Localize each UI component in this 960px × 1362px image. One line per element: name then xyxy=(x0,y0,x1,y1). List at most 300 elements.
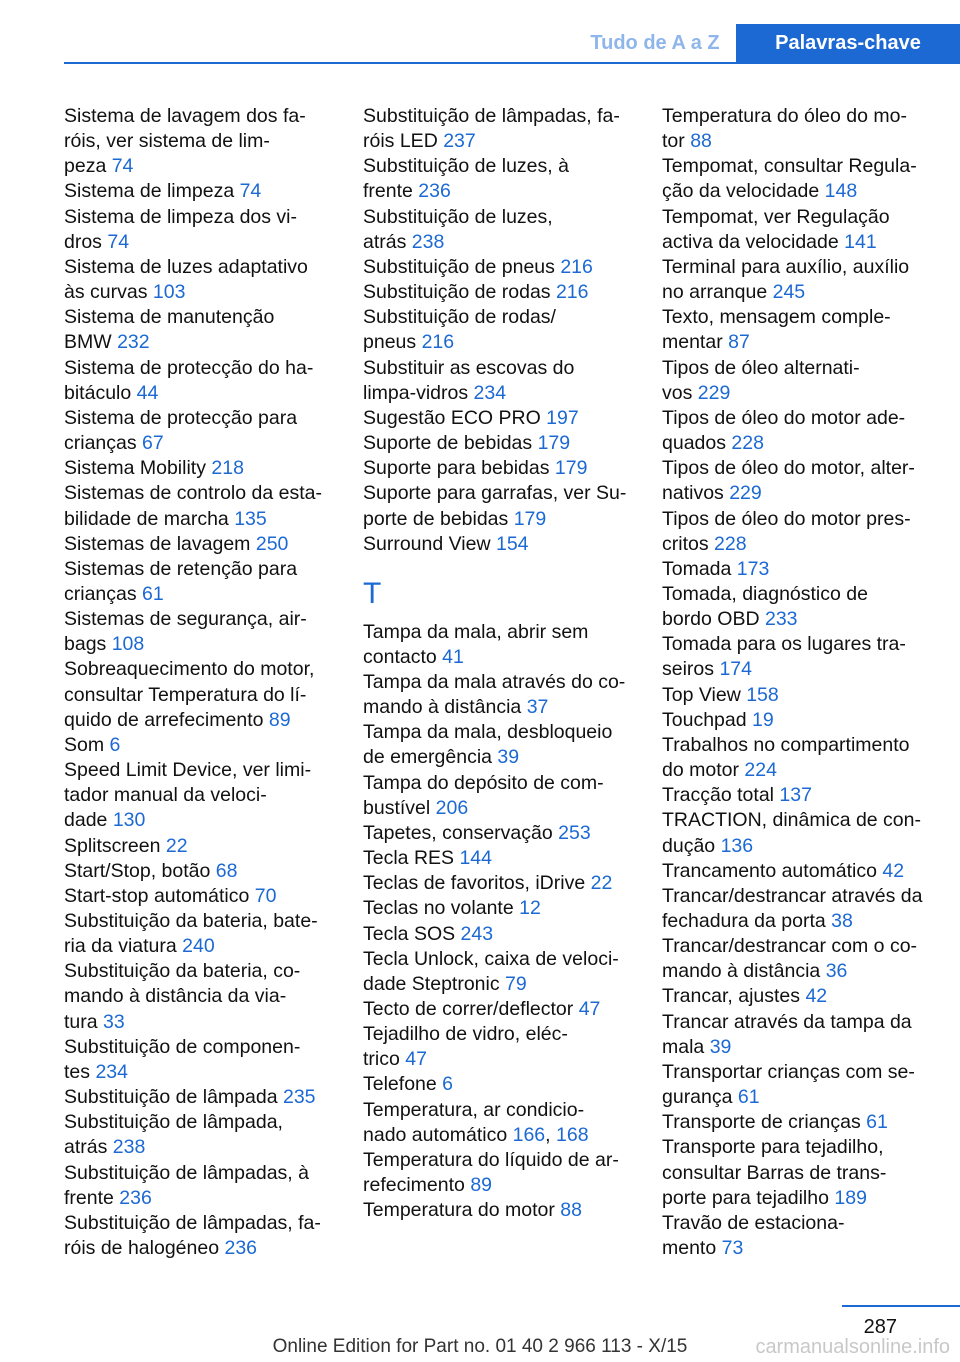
entry-line: Substituição de lâmpadas, fa- xyxy=(363,105,620,127)
index-entry-text xyxy=(64,305,336,330)
entry-line: Tipos de óleo do motor, alter- xyxy=(662,457,915,480)
page-link[interactable]: 74 xyxy=(107,230,130,253)
page-link[interactable]: 189 xyxy=(834,1186,867,1209)
entry-line: atrás xyxy=(64,1136,113,1159)
entry-line: Transporte para tejadilho, xyxy=(662,1136,884,1159)
index-entry-text xyxy=(363,1148,635,1173)
index-entry xyxy=(64,909,336,959)
page-link[interactable]: 42 xyxy=(882,859,905,882)
tab-palavras-chave[interactable]: Palavras-chave xyxy=(736,24,960,64)
index-entry xyxy=(662,859,934,884)
index-entry xyxy=(363,1098,635,1148)
entry-line: Substituição de lâmpada xyxy=(64,1086,283,1109)
entry-line: Sistema de protecção para xyxy=(64,406,298,429)
index-column-3 xyxy=(662,104,934,1261)
index-entry-text xyxy=(64,481,336,506)
page-number: 287 xyxy=(863,1316,897,1338)
entry-line: Sistemas de controlo da esta- xyxy=(64,482,322,505)
page-link[interactable]: 174 xyxy=(719,658,752,681)
entry-line: Substituição de lâmpada, xyxy=(64,1111,283,1134)
index-entry-text xyxy=(662,859,934,884)
page-link[interactable]: 70 xyxy=(254,884,277,907)
index-entry-text xyxy=(662,909,934,934)
page-link[interactable]: 240 xyxy=(182,935,215,958)
entry-line: Temperatura do motor xyxy=(363,1199,561,1222)
index-entry-text xyxy=(662,1035,934,1060)
index-entry xyxy=(662,154,934,204)
page-link[interactable]: 136 xyxy=(720,834,754,857)
page-link[interactable]: 173 xyxy=(736,557,770,580)
entry-line: Sobreaquecimento do motor, xyxy=(64,658,315,681)
index-entry xyxy=(662,205,934,255)
entry-line: consultar Barras de trans- xyxy=(662,1161,887,1184)
page-link[interactable]: 237 xyxy=(443,130,476,153)
index-entry xyxy=(64,557,336,607)
index-entry-text xyxy=(662,934,934,959)
page-link[interactable]: 154 xyxy=(495,532,529,555)
entry-line: Tecla RES xyxy=(363,847,460,870)
page-link[interactable]: 229 xyxy=(729,482,762,505)
entry-line: Touchpad xyxy=(662,708,752,731)
index-entry-text xyxy=(662,1211,934,1236)
index-entry-text xyxy=(363,972,635,997)
index-entry-text xyxy=(363,205,635,230)
page-link[interactable]: 37 xyxy=(526,696,549,719)
entry-line: dade Steptronic xyxy=(363,972,506,995)
index-entry-text xyxy=(363,330,635,355)
page-link[interactable]: 166 xyxy=(512,1123,546,1146)
page-link[interactable]: 235 xyxy=(282,1086,316,1109)
entry-line: Substituição de luzes, à xyxy=(363,155,569,178)
index-entry xyxy=(662,305,934,355)
entry-line: Som xyxy=(64,733,110,756)
index-entry-text xyxy=(662,129,934,154)
index-entry-text xyxy=(64,205,336,230)
index-entry-text xyxy=(662,481,934,506)
index-entry-text xyxy=(363,481,635,506)
index-entry-text xyxy=(64,834,336,859)
index-entry-text xyxy=(363,507,635,532)
index-entry-text xyxy=(363,532,635,557)
page-link[interactable]: 144 xyxy=(459,847,492,870)
entry-line: dade xyxy=(64,809,113,832)
entry-line: bilidade de marcha xyxy=(64,507,235,530)
index-entry-text xyxy=(363,456,635,481)
index-entry xyxy=(363,947,635,997)
index-entry xyxy=(64,733,336,758)
entry-line: no arranque xyxy=(662,281,773,304)
page-link[interactable]: 224 xyxy=(744,759,777,782)
page-link[interactable]: 135 xyxy=(234,507,267,530)
entry-line: Tomada para os lugares tra- xyxy=(662,633,906,656)
index-entry-text xyxy=(662,783,934,808)
index-entry-text xyxy=(64,607,336,632)
page-link[interactable]: 74 xyxy=(239,180,262,203)
index-entry-text xyxy=(64,758,336,783)
index-entry-text xyxy=(363,1198,635,1223)
footer-rule xyxy=(842,1305,960,1307)
page-link[interactable]: 103 xyxy=(152,281,186,304)
entry-line: Suporte para garrafas, ver Su- xyxy=(363,482,627,505)
index-entry-text xyxy=(64,1135,336,1160)
page-link[interactable]: 6 xyxy=(442,1073,454,1096)
entry-line: consultar Temperatura do lí- xyxy=(64,683,307,706)
index-entry-text xyxy=(64,984,336,1009)
index-entry-text xyxy=(662,280,934,305)
entry-line: ção da velocidade xyxy=(662,180,825,203)
index-entry-text xyxy=(64,657,336,682)
entry-line: mando à distância xyxy=(363,696,527,719)
index-entry xyxy=(363,997,635,1022)
index-entry xyxy=(363,406,635,431)
index-entry-text xyxy=(363,695,635,720)
entry-line: Tampa da mala, desbloqueio xyxy=(363,721,613,744)
entry-line: critos xyxy=(662,532,715,555)
page-link[interactable]: 19 xyxy=(752,708,774,731)
entry-line: às curvas xyxy=(64,281,153,304)
page-link[interactable]: 41 xyxy=(442,645,464,668)
index-entry xyxy=(64,481,336,531)
index-entry xyxy=(662,1060,934,1110)
index-entry-text xyxy=(662,834,934,859)
page-header xyxy=(0,0,960,64)
page-link[interactable]: 68 xyxy=(215,859,238,882)
entry-line: Tempomat, ver Regulação xyxy=(662,205,890,228)
entry-line: porte para tejadilho xyxy=(662,1186,835,1209)
index-entry-text xyxy=(64,1186,336,1211)
index-entry-text xyxy=(363,104,635,129)
index-entry xyxy=(64,1161,336,1211)
index-entry-text xyxy=(662,456,934,481)
page-link[interactable]: 148 xyxy=(824,180,858,203)
page-link[interactable]: 232 xyxy=(117,331,150,354)
page-link[interactable]: 179 xyxy=(554,457,588,480)
index-entry-text xyxy=(363,356,635,381)
entry-line: róis LED xyxy=(363,130,444,153)
page-link[interactable]: 44 xyxy=(136,381,159,404)
watermark-text: carmanualsonline.info xyxy=(755,1336,950,1358)
page-link[interactable]: 137 xyxy=(779,784,812,807)
index-entry-text xyxy=(64,708,336,733)
index-entry xyxy=(64,758,336,833)
index-entry xyxy=(363,154,635,204)
page-link[interactable]: 47 xyxy=(578,998,601,1021)
index-entry-text xyxy=(662,532,934,557)
page-link[interactable]: 228 xyxy=(731,432,764,455)
index-entry-text xyxy=(64,1010,336,1035)
index-entry xyxy=(64,104,336,179)
index-entry-text xyxy=(662,582,934,607)
entry-line: Temperatura do líquido de ar- xyxy=(363,1148,619,1171)
page-link[interactable]: 238 xyxy=(112,1136,146,1159)
index-entry xyxy=(64,456,336,481)
entry-line: Trancar através da tampa da xyxy=(662,1010,912,1033)
index-entry-text xyxy=(64,129,336,154)
index-entry-text xyxy=(363,997,635,1022)
index-entry xyxy=(662,1010,934,1060)
page-link[interactable]: 179 xyxy=(537,432,571,455)
page-link[interactable]: 22 xyxy=(590,872,613,895)
index-entry-text xyxy=(64,959,336,984)
entry-line: frente xyxy=(64,1186,120,1209)
index-entry xyxy=(64,959,336,1034)
index-entry-text xyxy=(64,557,336,582)
index-entry-text xyxy=(662,1085,934,1110)
page-link[interactable]: 228 xyxy=(714,532,747,555)
index-entry-text xyxy=(64,1211,336,1236)
index-entry xyxy=(64,884,336,909)
index-entry xyxy=(662,406,934,456)
page-link[interactable]: 87 xyxy=(728,331,750,354)
entry-line: Sistema Mobility xyxy=(64,457,212,480)
index-entry-text xyxy=(363,154,635,179)
entry-line: mando à distância da via- xyxy=(64,985,287,1008)
entry-line: Tampa da mala através do co- xyxy=(363,670,626,693)
page-link[interactable]: 22 xyxy=(165,834,188,857)
index-entry xyxy=(363,821,635,846)
index-entry-text xyxy=(363,771,635,796)
index-entry xyxy=(662,255,934,305)
page-link[interactable]: 234 xyxy=(473,381,507,404)
index-entry-text xyxy=(363,431,635,456)
entry-line: Substituir as escovas do xyxy=(363,356,575,379)
page-link[interactable]: 158 xyxy=(746,683,779,706)
index-entry-text xyxy=(64,733,336,758)
index-entry-text xyxy=(662,1010,934,1035)
index-entry-text xyxy=(662,507,934,532)
page-link[interactable]: 236 xyxy=(224,1237,258,1260)
index-entry xyxy=(64,532,336,557)
page-link[interactable]: 250 xyxy=(255,532,289,555)
index-entry xyxy=(662,582,934,632)
page-link[interactable]: 61 xyxy=(737,1086,760,1109)
page-link[interactable]: 39 xyxy=(497,746,520,769)
entry-line: Tecto de correr/deflector xyxy=(363,998,579,1021)
entry-line: TRACTION, dinâmica de con- xyxy=(662,809,921,832)
page-link[interactable]: 216 xyxy=(555,281,589,304)
index-entry-text xyxy=(64,154,336,179)
page-link[interactable]: 42 xyxy=(805,985,828,1008)
page-link[interactable]: 88 xyxy=(690,130,712,153)
page-link[interactable]: 73 xyxy=(721,1237,744,1260)
index-entry-text xyxy=(662,330,934,355)
entry-line: Sugestão ECO PRO xyxy=(363,406,547,429)
page-link[interactable]: 61 xyxy=(142,582,164,605)
index-entry xyxy=(662,507,934,557)
index-entry-text xyxy=(363,745,635,770)
index-entry-text xyxy=(662,104,934,129)
entry-line: mentar xyxy=(662,331,729,354)
entry-line: Tomada xyxy=(662,557,737,580)
index-entry-text xyxy=(64,683,336,708)
page-link[interactable]: 216 xyxy=(421,331,455,354)
entry-line: gurança xyxy=(662,1086,738,1109)
index-entry xyxy=(363,280,635,305)
entry-line: Sistema de limpeza xyxy=(64,180,240,203)
page-link[interactable]: 33 xyxy=(103,1010,125,1033)
index-entry-text xyxy=(662,1060,934,1085)
index-entry xyxy=(64,1035,336,1085)
index-entry-text xyxy=(64,632,336,657)
page-link[interactable]: 36 xyxy=(825,960,848,983)
index-entry xyxy=(64,607,336,657)
index-entry xyxy=(363,305,635,355)
entry-line: bustível xyxy=(363,796,436,819)
index-entry xyxy=(363,104,635,154)
index-entry-text xyxy=(363,720,635,745)
index-entry xyxy=(64,1110,336,1160)
page-link[interactable]: 197 xyxy=(546,406,579,429)
index-entry xyxy=(363,670,635,720)
page-link[interactable]: 236 xyxy=(119,1186,152,1209)
page-link[interactable]: 233 xyxy=(764,608,798,631)
entry-line: activa da velocidade xyxy=(662,230,845,253)
index-entry-text xyxy=(64,1236,336,1261)
index-entry xyxy=(64,834,336,859)
page-link[interactable]: 89 xyxy=(470,1174,493,1197)
page-link[interactable]: 253 xyxy=(558,821,591,844)
index-entry-text xyxy=(64,179,336,204)
page-link[interactable]: 12 xyxy=(519,897,541,920)
index-column-1 xyxy=(64,104,336,1261)
index-entry-text xyxy=(363,922,635,947)
page-link[interactable]: 206 xyxy=(435,796,469,819)
index-entry-text xyxy=(64,934,336,959)
entry-line: bordo OBD xyxy=(662,608,765,631)
page-link[interactable]: 218 xyxy=(211,457,244,480)
entry-line: tura xyxy=(64,1010,104,1033)
page-link[interactable]: 61 xyxy=(866,1111,888,1134)
index-entry-text xyxy=(64,532,336,557)
entry-line: Tapetes, conservação xyxy=(363,821,559,844)
entry-line: mento xyxy=(662,1237,722,1260)
index-entry xyxy=(64,255,336,305)
entry-line: Substituição de rodas/ xyxy=(363,306,556,329)
page-link[interactable]: 47 xyxy=(405,1048,427,1071)
index-entry-text xyxy=(662,356,934,381)
entry-line: Texto, mensagem comple- xyxy=(662,306,891,329)
page-link[interactable]: 130 xyxy=(112,809,146,832)
section-letter: T xyxy=(363,577,382,611)
entry-line: refecimento xyxy=(363,1174,471,1197)
entry-line: Transportar crianças com se- xyxy=(662,1060,915,1083)
page-link[interactable]: 238 xyxy=(411,230,445,253)
entry-line: de emergência xyxy=(363,746,498,769)
entry-line: Tempomat, consultar Regula- xyxy=(662,155,917,178)
header-rule xyxy=(64,62,960,64)
index-entry-text xyxy=(64,783,336,808)
page-link[interactable]: 234 xyxy=(95,1060,128,1083)
page-link[interactable]: 89 xyxy=(268,708,291,731)
entry-line: vos xyxy=(662,381,698,404)
entry-line: tador manual da veloci- xyxy=(64,784,267,807)
page-link[interactable]: 179 xyxy=(513,507,547,530)
index-entry xyxy=(64,1211,336,1261)
entry-line: nativos xyxy=(662,482,730,505)
entry-line: Surround View xyxy=(363,532,496,555)
index-entry-text xyxy=(363,406,635,431)
index-entry xyxy=(363,1148,635,1198)
page-link[interactable]: 39 xyxy=(709,1035,732,1058)
page-link[interactable]: 88 xyxy=(560,1199,582,1222)
index-entry-text xyxy=(662,1186,934,1211)
index-entry-text xyxy=(662,179,934,204)
entry-line: Terminal para auxílio, auxílio xyxy=(662,255,910,278)
page-link[interactable]: 236 xyxy=(418,180,451,203)
entry-line: Tomada, diagnóstico de xyxy=(662,582,868,605)
entry-line: Speed Limit Device, ver limi- xyxy=(64,759,312,782)
entry-line: BMW xyxy=(64,331,118,354)
index-entry-text xyxy=(64,381,336,406)
index-entry-text xyxy=(662,607,934,632)
entry-line: Sistemas de retenção para xyxy=(64,557,298,580)
index-entry-text xyxy=(64,909,336,934)
page-link[interactable]: 38 xyxy=(831,910,853,932)
index-entry-text xyxy=(64,859,336,884)
index-entry-text xyxy=(662,733,934,758)
index-entry xyxy=(662,783,934,808)
entry-line: bitáculo xyxy=(64,381,137,404)
page-link[interactable]: 79 xyxy=(505,972,527,995)
entry-line: Suporte para bebidas xyxy=(363,457,555,480)
page-link[interactable]: 229 xyxy=(697,381,731,404)
page-link[interactable]: 6 xyxy=(109,733,121,756)
page-link[interactable]: 216 xyxy=(560,255,593,278)
index-entry xyxy=(363,1072,635,1097)
index-entry-text xyxy=(64,280,336,305)
page-link[interactable]: 245 xyxy=(772,281,806,304)
index-entry-text xyxy=(662,557,934,582)
index-entry-text xyxy=(363,947,635,972)
entry-line: dução xyxy=(662,834,721,857)
index-entry xyxy=(662,708,934,733)
page-link[interactable]: 243 xyxy=(460,922,494,945)
index-entry xyxy=(662,884,934,934)
index-entry-text xyxy=(662,205,934,230)
page-link[interactable]: 168 xyxy=(556,1123,589,1146)
index-entry-text xyxy=(64,507,336,532)
entry-line: Start/Stop, botão xyxy=(64,859,216,882)
entry-line: crianças xyxy=(64,582,143,605)
entry-line: trico xyxy=(363,1048,406,1071)
index-entry-text xyxy=(363,129,635,154)
index-entry-text xyxy=(64,356,336,381)
index-entry-text xyxy=(662,1236,934,1261)
entry-line: Trabalhos no compartimento xyxy=(662,733,910,756)
page-link[interactable]: 141 xyxy=(844,230,877,253)
index-entry-text xyxy=(662,255,934,280)
page-link[interactable]: 74 xyxy=(111,155,134,178)
index-entry-text xyxy=(363,179,635,204)
index-entry-text xyxy=(64,808,336,833)
entry-line: limpa-vidros xyxy=(363,381,474,404)
page-link[interactable]: 108 xyxy=(111,633,145,656)
tab-tudo-de-a-a-z[interactable]: Tudo de A a Z xyxy=(590,32,720,54)
entry-line: porte de bebidas xyxy=(363,507,514,530)
index-entry-text xyxy=(662,305,934,330)
page-link[interactable]: 67 xyxy=(142,432,164,455)
entry-line: fechadura da porta xyxy=(662,910,832,932)
edition-text: Online Edition for Part no. 01 40 2 966 113 - X/15 xyxy=(272,1336,688,1357)
entry-line: Suporte de bebidas xyxy=(363,432,538,455)
index-entry xyxy=(662,356,934,406)
index-entry xyxy=(363,456,635,481)
index-entry-text xyxy=(64,884,336,909)
index-entry xyxy=(662,104,934,154)
entry-line: quido de arrefecimento xyxy=(64,708,269,731)
index-entry xyxy=(363,871,635,896)
index-entry-text xyxy=(363,1047,635,1072)
